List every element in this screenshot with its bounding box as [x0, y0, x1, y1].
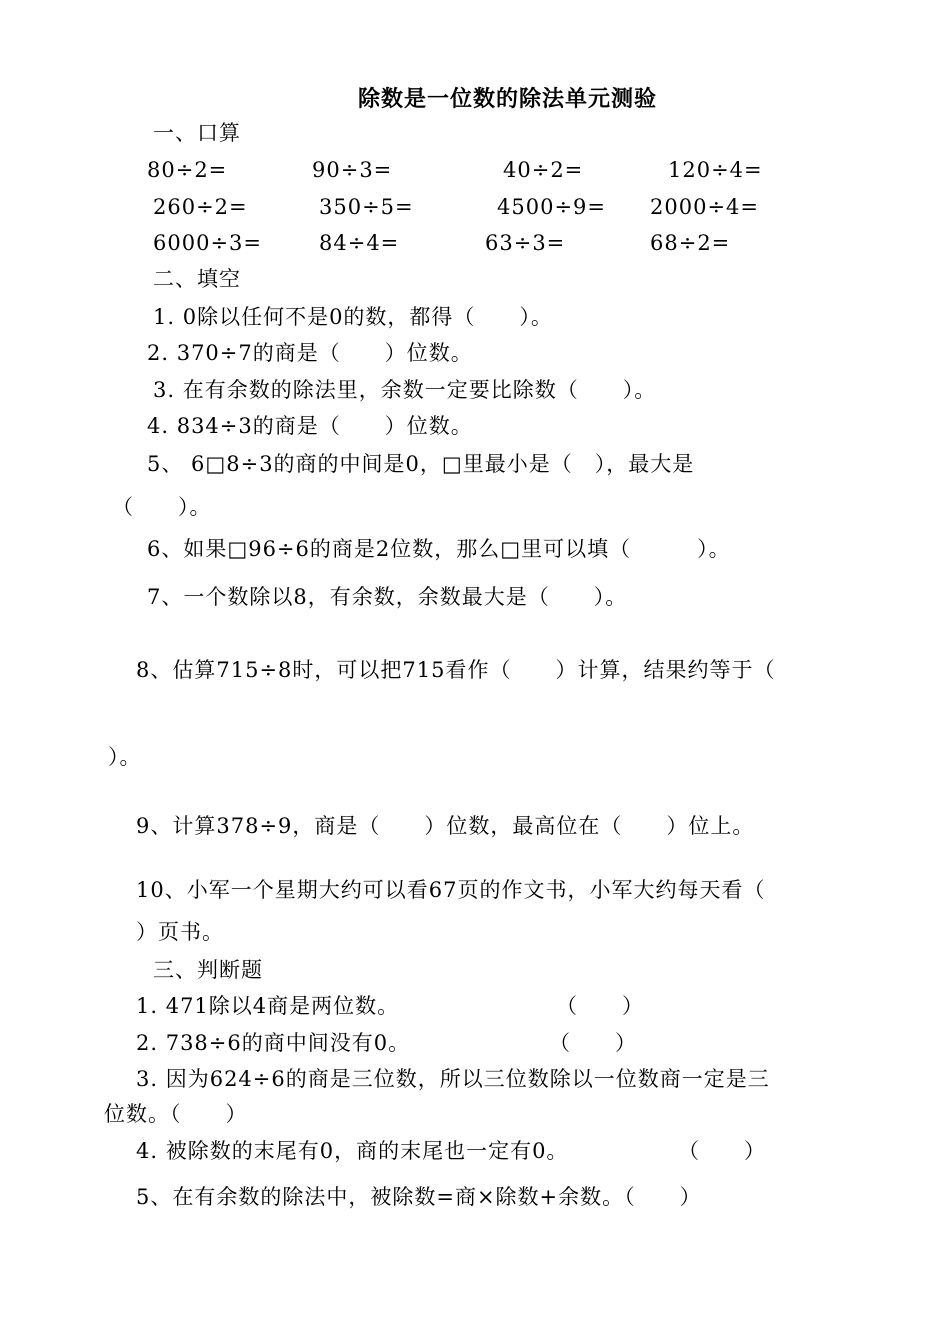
fill-blank-question: 6、如果□96÷6的商是2位数，那么□里可以填（ ）。: [147, 537, 731, 561]
true-false-continuation: 位数。（ ）: [104, 1102, 248, 1126]
mental-math-problem: 6000÷3=: [153, 231, 262, 255]
fill-blank-question: 7、一个数除以8，有余数，余数最大是（ ）。: [147, 585, 628, 609]
section3-heading: 三、判断题: [153, 958, 263, 982]
answer-parentheses: （ ）: [549, 1031, 637, 1055]
section1-heading: 一、口算: [153, 121, 241, 145]
answer-parentheses: （ ）: [678, 1139, 766, 1163]
mental-math-problem: 63÷3=: [485, 231, 566, 255]
fill-blank-question: 1. 0除以任何不是0的数，都得（ ）。: [153, 305, 553, 329]
fill-blank-question: 5、 6□8÷3的商的中间是0，□里最小是（ ），最大是: [147, 452, 695, 476]
fill-blank-continuation: ）页书。: [136, 920, 224, 944]
fill-blank-question: 10、小军一个星期大约可以看67页的作文书，小军大约每天看（: [136, 878, 766, 902]
true-false-question: 4. 被除数的末尾有0，商的末尾也一定有0。: [136, 1139, 569, 1163]
fill-blank-question: 8、估算715÷8时，可以把715看作（ ）计算，结果约等于（: [136, 658, 776, 682]
fill-blank-continuation: ）。: [108, 745, 142, 769]
fill-blank-question: 4. 834÷3的商是（ ）位数。: [147, 414, 473, 438]
mental-math-problem: 4500÷9=: [497, 195, 606, 219]
fill-blank-question: 3. 在有余数的除法里，余数一定要比除数（ ）。: [153, 378, 657, 402]
mental-math-problem: 40÷2=: [503, 158, 584, 182]
fill-blank-question: 2. 370÷7的商是（ ）位数。: [147, 341, 473, 365]
mental-math-problem: 2000÷4=: [650, 195, 759, 219]
true-false-question: 5、在有余数的除法中，被除数=商×除数+余数。（ ）: [136, 1185, 702, 1209]
mental-math-problem: 68÷2=: [650, 231, 731, 255]
mental-math-problem: 80÷2=: [147, 158, 228, 182]
true-false-question: 2. 738÷6的商中间没有0。: [136, 1031, 411, 1055]
page-title: 除数是一位数的除法单元测验: [358, 86, 658, 112]
fill-blank-question: 9、计算378÷9，商是（ ）位数，最高位在（ ）位上。: [136, 814, 755, 838]
answer-parentheses: （ ）: [556, 994, 644, 1018]
mental-math-problem: 260÷2=: [153, 195, 248, 219]
fill-blank-continuation: （ ）。: [112, 495, 212, 519]
mental-math-problem: 84÷4=: [319, 231, 400, 255]
section2-heading: 二、填空: [153, 267, 241, 291]
mental-math-problem: 90÷3=: [312, 158, 393, 182]
true-false-question: 1. 471除以4商是两位数。: [136, 994, 400, 1018]
mental-math-problem: 350÷5=: [319, 195, 414, 219]
mental-math-problem: 120÷4=: [668, 158, 763, 182]
true-false-question: 3. 因为624÷6的商是三位数，所以三位数除以一位数商一定是三: [136, 1067, 770, 1091]
